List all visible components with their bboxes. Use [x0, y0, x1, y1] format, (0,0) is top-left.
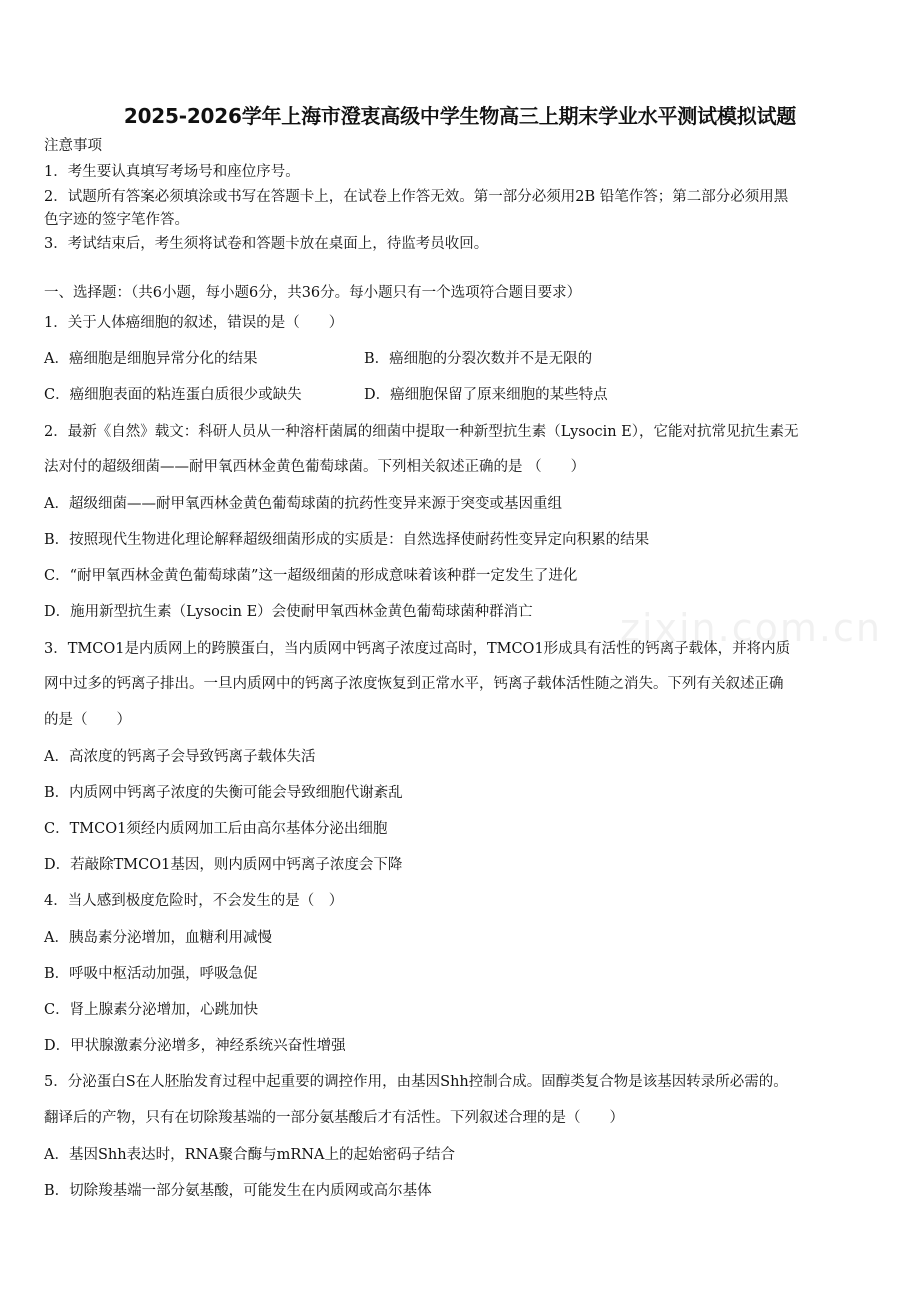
question-2-option-a: A．超级细菌——耐甲氧西林金黄色葡萄球菌的抗药性变异来源于突变或基因重组	[44, 496, 562, 512]
notice-item: 3．考试结束后，考生须将试卷和答题卡放在桌面上，待监考员收回。	[44, 236, 489, 252]
question-4-option-b: B．呼吸中枢活动加强，呼吸急促	[44, 966, 258, 982]
question-3-option-a: A．高浓度的钙离子会导致钙离子载体失活	[44, 749, 316, 765]
question-4-option-c: C．肾上腺素分泌增加，心跳加快	[44, 1002, 259, 1018]
question-3-option-c: C．TMCO1须经内质网加工后由高尔基体分泌出细胞	[44, 821, 388, 837]
notice-item: 色字迹的签字笔作答。	[44, 212, 189, 228]
section-heading: 一、选择题：（共6小题，每小题6分，共36分。每小题只有一个选项符合题目要求）	[44, 285, 582, 301]
question-2-stem-line2: 法对付的超级细菌——耐甲氧西林金黄色葡萄球菌。下列相关叙述正确的是 （ ）	[44, 459, 586, 475]
question-3-stem-line3: 的是（ ）	[44, 712, 131, 728]
question-4-option-d: D．甲状腺激素分泌增多，神经系统兴奋性增强	[44, 1038, 346, 1054]
question-2-option-c: C．“耐甲氧西林金黄色葡萄球菌”这一超级细菌的形成意味着该种群一定发生了进化	[44, 568, 578, 584]
question-1-option-c: C．癌细胞表面的粘连蛋白质很少或缺失	[44, 387, 302, 403]
question-3-option-b: B．内质网中钙离子浓度的失衡可能会导致细胞代谢紊乱	[44, 785, 403, 801]
question-3-option-d: D．若敲除TMCO1基因，则内质网中钙离子浓度会下降	[44, 857, 403, 873]
question-5-option-b: B．切除羧基端一部分氨基酸，可能发生在内质网或高尔基体	[44, 1183, 432, 1199]
question-5-option-a: A．基因Shh表达时，RNA聚合酶与mRNA上的起始密码子结合	[44, 1147, 455, 1163]
question-4-option-a: A．胰岛素分泌增加，血糖利用减慢	[44, 930, 272, 946]
notice-item: 1．考生要认真填写考场号和座位序号。	[44, 164, 300, 180]
question-5-stem-line1: 5．分泌蛋白S在人胚胎发育过程中起重要的调控作用，由基因Shh控制合成。固醇类复合物是该基因转录所必需的。	[44, 1074, 788, 1090]
question-2-option-d: D．施用新型抗生素（Lysocin E）会使耐甲氧西林金黄色葡萄球菌种群消亡	[44, 604, 533, 620]
question-3-stem-line2: 网中过多的钙离子排出。一旦内质网中的钙离子浓度恢复到正常水平，钙离子载体活性随之消失。下列有关叙述正确	[44, 676, 784, 692]
watermark: zixin.com.cn	[620, 606, 882, 650]
question-4-stem: 4．当人感到极度危险时，不会发生的是（ ）	[44, 893, 344, 909]
question-3-stem-line1: 3．TMCO1是内质网上的跨膜蛋白，当内质网中钙离子浓度过高时，TMCO1形成具有活性的钙离子载体，并将内质	[44, 641, 791, 657]
question-1-stem: 1．关于人体癌细胞的叙述，错误的是（ ）	[44, 315, 344, 331]
question-2-stem-line1: 2．最新《自然》载文：科研人员从一种溶杆菌属的细菌中提取一种新型抗生素（Lysocin E），它能对抗常见抗生素无	[44, 424, 799, 440]
question-1-option-a: A．癌细胞是细胞异常分化的结果	[44, 351, 258, 367]
question-1-option-b: B．癌细胞的分裂次数并不是无限的	[364, 351, 593, 367]
question-2-option-b: B．按照现代生物进化理论解释超级细菌形成的实质是：自然选择使耐药性变异定向积累的结果	[44, 532, 650, 548]
question-5-stem-line2: 翻译后的产物，只有在切除羧基端的一部分氨基酸后才有活性。下列叙述合理的是（ ）	[44, 1110, 624, 1126]
question-1-option-d: D．癌细胞保留了原来细胞的某些特点	[364, 387, 608, 403]
exam-title: 2025-2026学年上海市澄衷高级中学生物高三上期末学业水平测试模拟试题	[123, 104, 797, 128]
notice-heading: 注意事项	[44, 138, 102, 154]
notice-item: 2．试题所有答案必须填涂或书写在答题卡上，在试卷上作答无效。第一部分必须用2B 铅笔作答；第二部分必须用黑	[44, 189, 789, 205]
